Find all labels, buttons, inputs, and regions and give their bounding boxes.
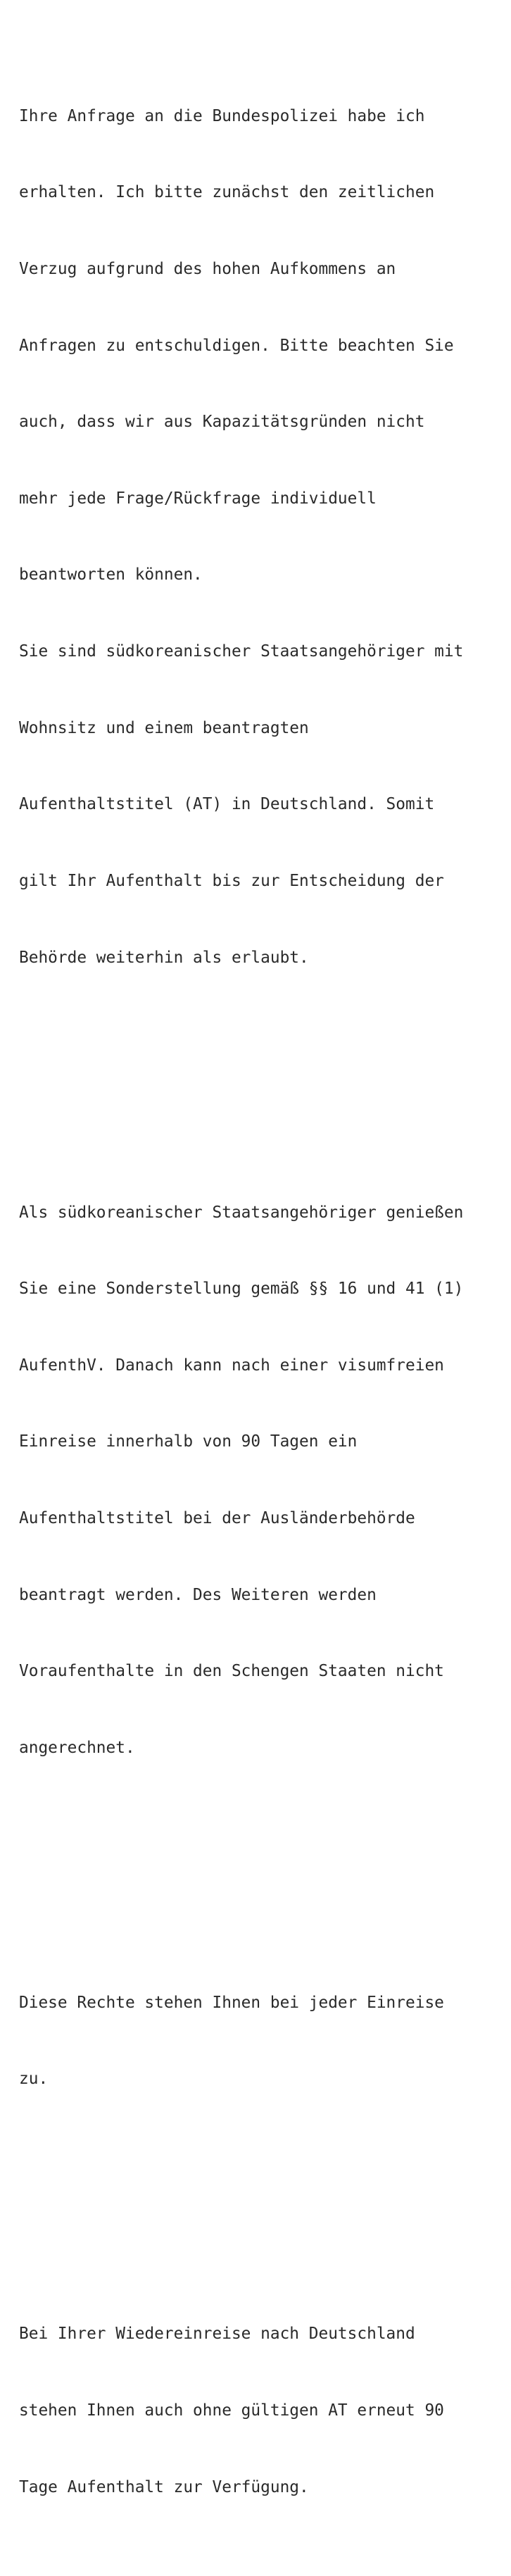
text-line: beantworten können. xyxy=(19,565,203,584)
text-line: Aufenthaltstitel (AT) in Deutschland. Somit xyxy=(19,795,435,814)
paragraph-spacer xyxy=(19,1863,506,1888)
text-line: Einreise innerhalb von 90 Tagen ein xyxy=(19,1432,358,1451)
text-line: Bei Ihrer Wiedereinreise nach Deutschland xyxy=(19,2325,415,2344)
text-line: AufenthV. Danach kann nach einer visumfreien xyxy=(19,1356,444,1375)
text-line: auch, dass wir aus Kapazitätsgründen nicht xyxy=(19,413,425,432)
text-line: Aufenthaltstitel bei der Ausländerbehörde xyxy=(19,1508,415,1527)
text-line: mehr jede Frage/Rückfrage individuell xyxy=(19,489,377,508)
paragraph-spacer xyxy=(19,1073,506,1098)
text-line: Verzug aufgrund des hohen Aufkommens an xyxy=(19,260,396,279)
text-line: Diese Rechte stehen Ihnen bei jeder Einreise xyxy=(19,1993,444,2012)
text-line: Tage Aufenthalt zur Verfügung. xyxy=(19,2477,309,2496)
text-line: Sie eine Sonderstellung gemäß §§ 16 und 41 (1) xyxy=(19,1280,464,1299)
text-line: Behörde weiterhin als erlaubt. xyxy=(19,948,309,967)
text-line: Anfragen zu entschuldigen. Bitte beachten Sie xyxy=(19,336,454,355)
text-line: erhalten. Ich bitte zunächst den zeitlichen xyxy=(19,183,435,202)
text-line: stehen Ihnen auch ohne gültigen AT erneut 90 xyxy=(19,2401,444,2420)
text-line: zu. xyxy=(19,2070,49,2089)
text-line: gilt Ihr Aufenthalt bis zur Entscheidung der xyxy=(19,871,444,890)
paragraph-request-received xyxy=(19,52,506,1021)
text-line: angerechnet. xyxy=(19,1738,135,1757)
paragraph-spacer xyxy=(19,2194,506,2219)
paragraph-reentry xyxy=(19,2270,506,2551)
text-line: Als südkoreanischer Staatsangehöriger genießen xyxy=(19,1203,464,1222)
text-line: Ihre Anfrage an die Bundespolizei habe ich xyxy=(19,106,425,125)
paragraph-rights xyxy=(19,1939,506,2143)
message-body xyxy=(19,1,506,2576)
text-line: Voraufenthalte in den Schengen Staaten nicht xyxy=(19,1662,444,1681)
text-line: Sie sind südkoreanischer Staatsangehöriger mit xyxy=(19,642,464,661)
text-line: beantragt werden. Des Weiteren werden xyxy=(19,1585,377,1604)
text-line: Wohnsitz und einem beantragten xyxy=(19,718,309,737)
paragraph-special-status xyxy=(19,1149,506,1811)
